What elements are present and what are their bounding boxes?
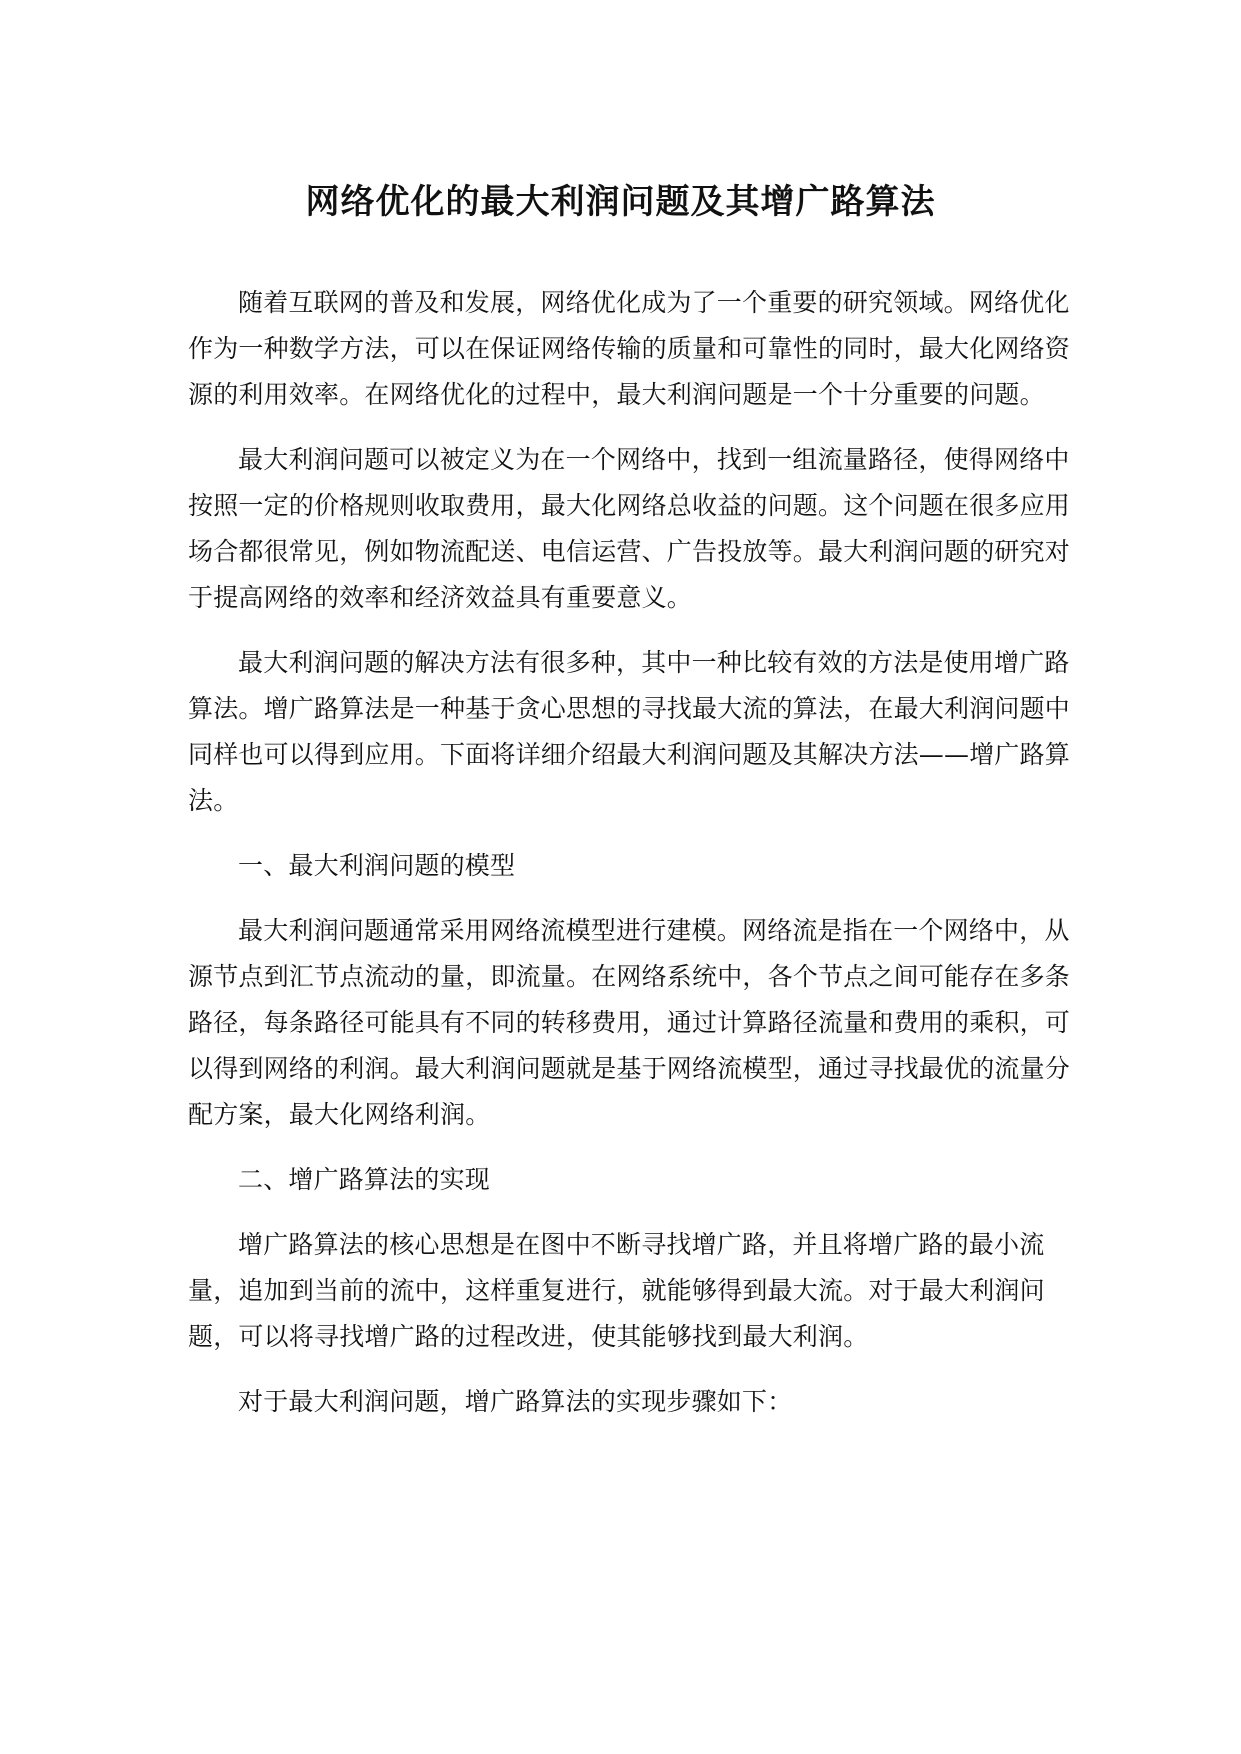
document-title: 网络优化的最大利润问题及其增广路算法 <box>305 182 936 222</box>
section-2-paragraph-1: 增广路算法的核心思想是在图中不断寻找增广路，并且将增广路的最小流量，追加到当前的流中，这样重复进行，就能够得到最大流。对于最大利润问题，可以将寻找增广路的过程改进，使其能够找到最大利润。 <box>188 1230 1045 1351</box>
intro-paragraph-3: 最大利润问题的解决方法有很多种，其中一种比较有效的方法是使用增广路算法。增广路算法是一种基于贪心思想的寻找最大流的算法，在最大利润问题中同样也可以得到应用。下面将详细介绍最大利润问题及其解决方法——增广路算法。 <box>188 648 1071 815</box>
intro-paragraph-2: 最大利润问题可以被定义为在一个网络中，找到一组流量路径，使得网络中按照一定的价格规则收取费用，最大化网络总收益的问题。这个问题在很多应用场合都很常见，例如物流配送、电信运营、广告投放等。最大利润问题的研究对于提高网络的效率和经济效益具有重要意义。 <box>188 445 1071 612</box>
section-1-paragraph: 最大利润问题通常采用网络流模型进行建模。网络流是指在一个网络中，从源节点到汇节点流动的量，即流量。在网络系统中，各个节点之间可能存在多条路径，每条路径可能具有不同的转移费用，通过计算路径流量和费用的乘积，可以得到网络的利润。最大利润问题就是基于网络流模型，通过寻找最优的流量分配方案，最大化网络利润。 <box>188 916 1071 1129</box>
intro-paragraph-1: 随着互联网的普及和发展，网络优化成为了一个重要的研究领域。网络优化作为一种数学方法，可以在保证网络传输的质量和可靠性的同时，最大化网络资源的利用效率。在网络优化的过程中，最大利润问题是一个十分重要的问题。 <box>188 288 1071 409</box>
section-2-paragraph-2: 对于最大利润问题，增广路算法的实现步骤如下： <box>238 1387 793 1416</box>
document-body <box>188 280 1088 1444</box>
section-2-heading: 二、增广路算法的实现 <box>238 1165 491 1194</box>
section-1-heading: 一、最大利润问题的模型 <box>238 851 516 880</box>
